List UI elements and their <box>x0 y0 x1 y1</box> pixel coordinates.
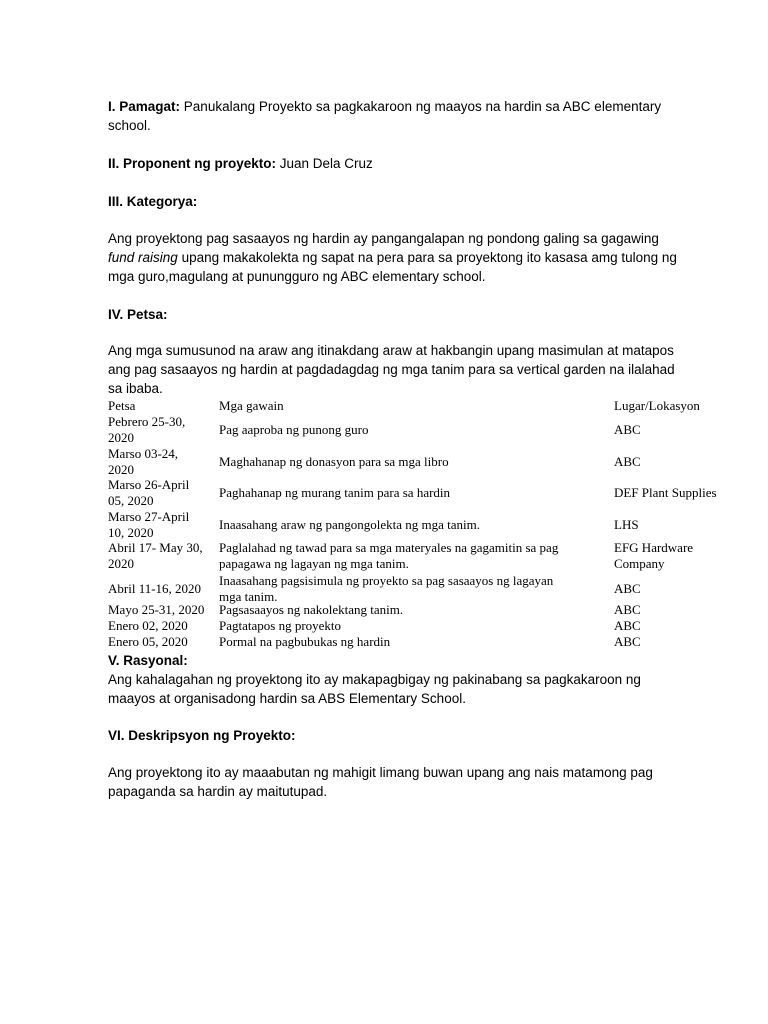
kategorya-text-italic: fund raising <box>108 250 178 265</box>
petsa-label: IV. Petsa: <box>108 307 168 322</box>
table-cell-lugar: ABC <box>614 422 641 437</box>
table-cell-gawain: mga tanim. <box>219 589 278 604</box>
table-cell-lugar: ABC <box>614 618 641 633</box>
table-cell-petsa: Mayo 25-31, 2020 <box>108 602 205 617</box>
table-cell-gawain: Maghahanap ng donasyon para sa mga libro <box>219 454 449 469</box>
kategorya-label: III. Kategorya: <box>108 194 198 209</box>
table-cell-lugar: ABC <box>614 454 641 469</box>
table-cell-petsa: Abril 17- May 30, <box>108 540 203 555</box>
rasyonal-label: V. Rasyonal: <box>108 653 188 668</box>
table-cell-petsa: 2020 <box>108 556 134 571</box>
table-cell-petsa: 2020 <box>108 462 134 477</box>
deskripsyon-paragraph: Ang proyektong ito ay maaabutan ng mahigit limang buwan upang ang nais matamong pag papaganda sa hardin ay maitutupad. <box>108 765 653 799</box>
table-cell-gawain: Paglalahad ng tawad para sa mga materyales na gagamitin sa pag <box>219 540 559 555</box>
table-cell-gawain: Inaasahang pagsisimula ng proyekto sa pag sasaayos ng lagayan <box>219 573 554 588</box>
table-cell-petsa: 10, 2020 <box>108 525 154 540</box>
proponent-text: Juan Dela Cruz <box>279 156 373 171</box>
table-cell-petsa: Marso 26-April <box>108 477 190 492</box>
table-cell-lugar: ABC <box>614 634 641 649</box>
pamagat-text: Panukalang Proyekto sa pagkakaroon ng maayos na hardin sa ABC elementary school. <box>108 99 662 133</box>
table-cell-petsa: Enero 02, 2020 <box>108 618 188 633</box>
table-cell-petsa: 05, 2020 <box>108 493 154 508</box>
pamagat-label: I. Pamagat: <box>108 99 181 114</box>
table-cell-petsa: Enero 05, 2020 <box>108 634 188 649</box>
table-cell-gawain: Pag aaproba ng punong guro <box>219 422 369 437</box>
table-cell-gawain: papagawa ng lagayan ng mga tanim. <box>219 556 409 571</box>
table-cell-petsa: Marso 03-24, <box>108 446 179 461</box>
table-cell-petsa: Marso 27-April <box>108 509 190 524</box>
table-cell-lugar: ABC <box>614 602 641 617</box>
kategorya-text-after: upang makakolekta ng sapat na pera para sa proyektong ito kasasa amg tulong ng mga guro,magulang at punungguro ng ABC elementary school. <box>108 250 677 284</box>
table-cell-lugar: Company <box>614 556 665 571</box>
table-cell-gawain: Pagtatapos ng proyekto <box>219 618 342 633</box>
kategorya-paragraph <box>108 229 688 286</box>
deskripsyon-label: VI. Deskripsyon ng Proyekto: <box>108 728 296 743</box>
table-header-petsa: Petsa <box>108 398 136 413</box>
table-cell-lugar: DEF Plant Supplies <box>614 485 717 500</box>
table-cell-lugar: LHS <box>614 517 639 532</box>
table-header-gawain: Mga gawain <box>219 398 284 413</box>
section-pamagat <box>108 97 688 135</box>
petsa-paragraph: Ang mga sumusunod na araw ang itinakdang araw at hakbangin upang masimulan at matapos ang pag sasaayos ng hardin at pagdadagdag ng mga tanim para sa vertical garden na ilalahad sa ibaba. <box>108 343 675 396</box>
proponent-label: II. Proponent ng proyekto: <box>108 156 276 171</box>
table-cell-lugar: ABC <box>614 581 641 596</box>
table-header-lugar: Lugar/Lokasyon <box>614 398 700 413</box>
kategorya-text-before: Ang proyektong pag sasaayos ng hardin ay pangangalapan ng pondong galing sa gagawing <box>108 231 659 246</box>
table-cell-gawain: Paghahanap ng murang tanim para sa hardin <box>219 485 451 500</box>
table-cell-gawain: Pormal na pagbubukas ng hardin <box>219 634 391 649</box>
table-cell-petsa: Abril 11-16, 2020 <box>108 581 202 596</box>
table-cell-gawain: Inaasahang araw ng pangongolekta ng mga tanim. <box>219 517 480 532</box>
section-proponent <box>108 154 688 173</box>
table-cell-gawain: Pagsasaayos ng nakolektang tanim. <box>219 602 404 617</box>
table-cell-petsa: 2020 <box>108 430 134 445</box>
rasyonal-paragraph: Ang kahalagahan ng proyektong ito ay makapagbigay ng pakinabang sa pagkakaroon ng maayos at organisadong hardin sa ABS Elementary School. <box>108 672 641 706</box>
table-cell-lugar: EFG Hardware <box>614 540 694 555</box>
table-cell-petsa: Pebrero 25-30, <box>108 414 186 429</box>
